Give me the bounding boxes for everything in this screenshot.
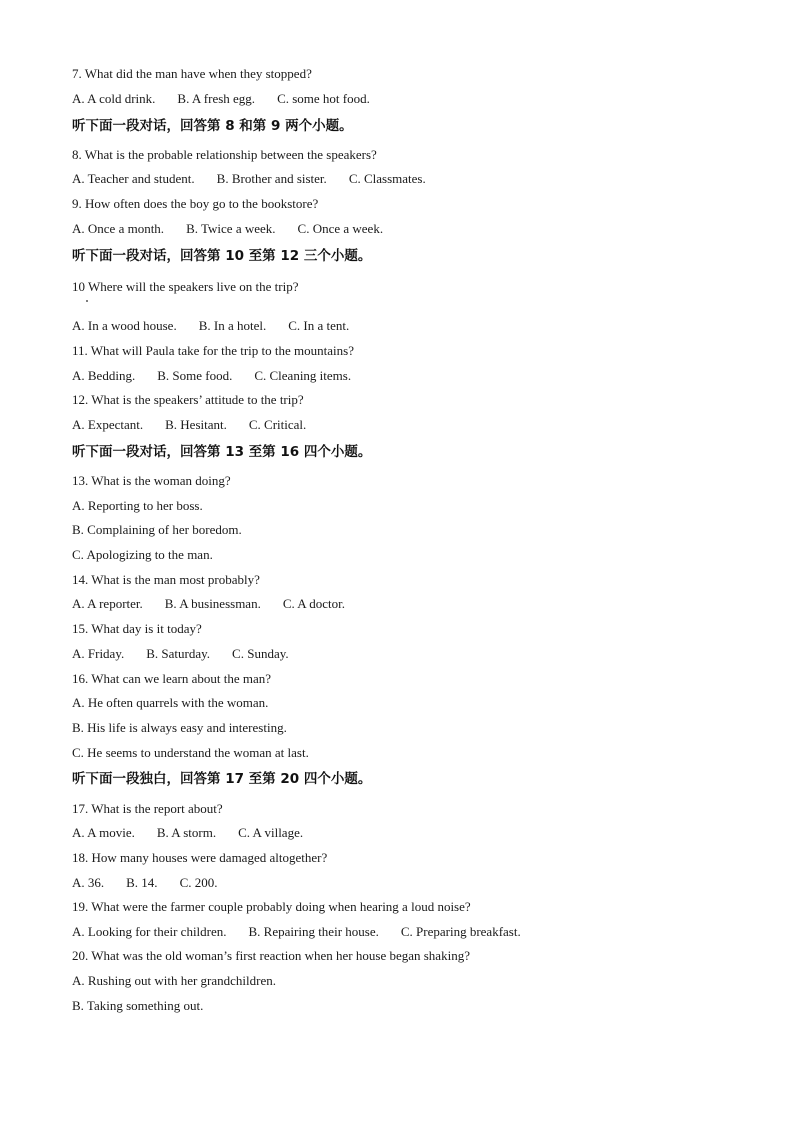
answer-option: C. Classmates. [348, 171, 426, 186]
answer-option: C. A doctor. [282, 596, 345, 611]
question-text: 10 Where will the speakers live on the trip? [72, 279, 299, 294]
answer-option: A. Bedding. [72, 368, 136, 383]
answer-option: B. Hesitant. [165, 417, 227, 432]
options-row [72, 825, 303, 841]
answer-option: A. Reporting to her boss. [72, 498, 203, 513]
question-text: 17. What is the report about? [72, 801, 223, 816]
answer-option: C. Apologizing to the man. [72, 547, 213, 562]
question-text: 12. What is the speakers’ attitude to the trip? [72, 392, 304, 407]
question-text: 11. What will Paula take for the trip to the mountains? [72, 343, 354, 358]
answer-option: A. In a wood house. [72, 318, 177, 333]
answer-option: A. A reporter. [72, 596, 143, 611]
options-row [72, 368, 351, 384]
options-row [72, 596, 345, 612]
answer-option: A. Looking for their children. [72, 924, 227, 939]
answer-option: B. Repairing their house. [248, 924, 379, 939]
answer-option: C. A village. [238, 825, 304, 840]
options-row [72, 646, 289, 662]
stray-mark [86, 300, 88, 302]
answer-option: C. Cleaning items. [254, 368, 352, 383]
answer-option: A. A cold drink. [72, 91, 156, 106]
answer-option: A. Expectant. [72, 417, 144, 432]
section-heading: 听下面一段对话，回答第 13 至第 16 四个小题。 [72, 444, 372, 460]
answer-option: B. A fresh egg. [177, 91, 256, 106]
answer-option: B. Some food. [157, 368, 233, 383]
section-heading: 听下面一段对话，回答第 8 和第 9 两个小题。 [72, 118, 353, 134]
options-row [72, 91, 370, 107]
answer-option: B. Complaining of her boredom. [72, 522, 242, 537]
answer-option: A. 36. [72, 875, 105, 890]
answer-option: C. He seems to understand the woman at last. [72, 745, 309, 760]
options-row [72, 875, 217, 891]
question-text: 8. What is the probable relationship between the speakers? [72, 147, 377, 162]
answer-option: C. 200. [179, 875, 218, 890]
question-text: 14. What is the man most probably? [72, 572, 260, 587]
answer-option: C. Preparing breakfast. [400, 924, 521, 939]
question-text: 7. What did the man have when they stopped? [72, 66, 312, 81]
answer-option: C. some hot food. [277, 91, 370, 106]
answer-option: A. Rushing out with her grandchildren. [72, 973, 276, 988]
question-text: 15. What day is it today? [72, 621, 202, 636]
options-row [72, 171, 426, 187]
answer-option: B. Taking something out. [72, 998, 204, 1013]
answer-option: C. Critical. [248, 417, 307, 432]
question-text: 16. What can we learn about the man? [72, 671, 272, 686]
answer-option: B. Brother and sister. [216, 171, 327, 186]
options-row [72, 417, 306, 433]
options-row [72, 924, 521, 940]
answer-option: B. A storm. [156, 825, 217, 840]
answer-option: A. Teacher and student. [72, 171, 195, 186]
answer-option: A. A movie. [72, 825, 135, 840]
answer-option: B. Saturday. [146, 646, 211, 661]
question-text: 18. How many houses were damaged altogether? [72, 850, 328, 865]
question-text: 13. What is the woman doing? [72, 473, 231, 488]
question-text: 19. What were the farmer couple probably doing when hearing a loud noise? [72, 899, 471, 914]
answer-option: C. Sunday. [232, 646, 289, 661]
answer-option: B. His life is always easy and interesting. [72, 720, 287, 735]
answer-option: B. 14. [126, 875, 158, 890]
options-row [72, 318, 349, 334]
answer-option: A. He often quarrels with the woman. [72, 695, 269, 710]
answer-option: B. In a hotel. [198, 318, 267, 333]
answer-option: B. Twice a week. [186, 221, 276, 236]
answer-option: A. Once a month. [72, 221, 165, 236]
section-heading: 听下面一段独白，回答第 17 至第 20 四个小题。 [72, 771, 372, 787]
section-heading: 听下面一段对话，回答第 10 至第 12 三个小题。 [72, 248, 372, 264]
answer-option: B. A businessman. [164, 596, 261, 611]
answer-option: C. In a tent. [288, 318, 350, 333]
answer-option: C. Once a week. [297, 221, 384, 236]
question-text: 9. How often does the boy go to the bookstore? [72, 196, 319, 211]
question-text: 20. What was the old woman’s first reaction when her house began shaking? [72, 948, 470, 963]
options-row [72, 221, 383, 237]
answer-option: A. Friday. [72, 646, 125, 661]
